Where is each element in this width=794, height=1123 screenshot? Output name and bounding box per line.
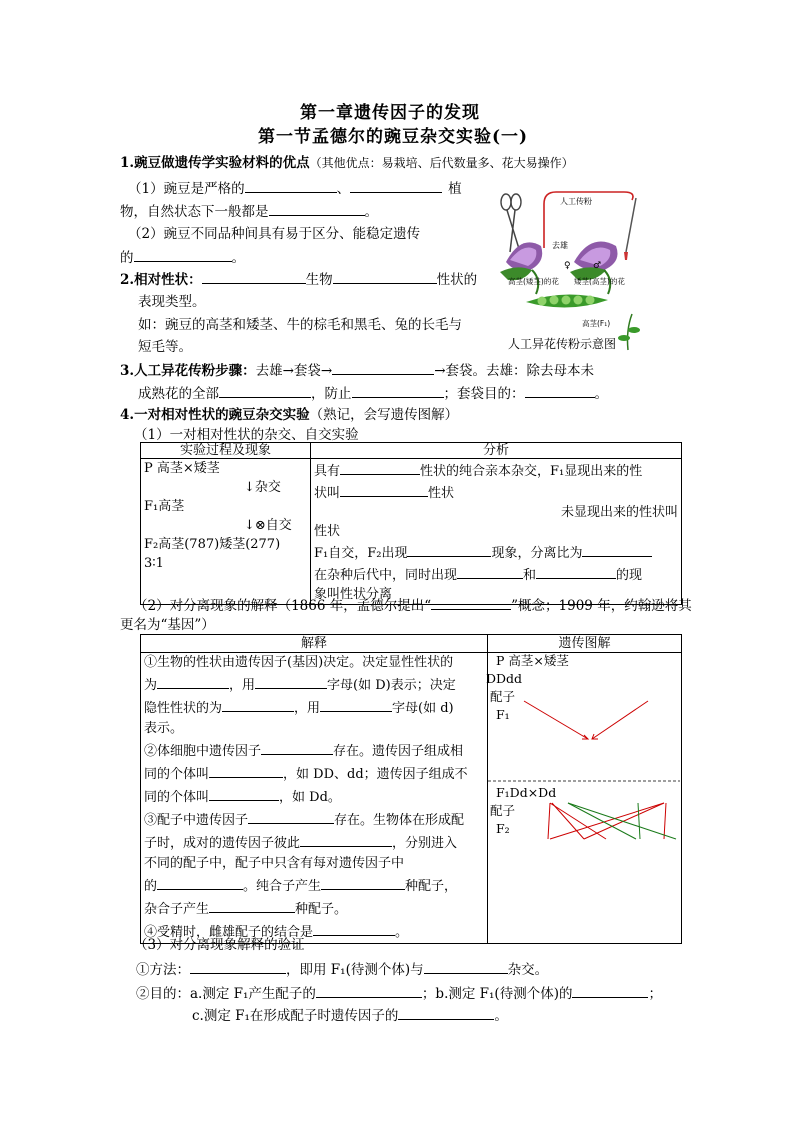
verify-text: ②目的：a.测定 F₁产生配子的 (136, 986, 316, 1002)
expl-text: 字母(如 D)表示；决定 (327, 678, 456, 693)
expl-line (144, 673, 484, 696)
diagram-text: F₁Dd×Dd (496, 785, 557, 800)
table-header: 解释 (141, 635, 488, 653)
expl-line: 不同的配子中，配子中只含有每对遗传因子中 (144, 856, 405, 871)
s3-text: ，防止 (311, 386, 352, 402)
blank[interactable] (316, 982, 422, 998)
expl-line (144, 808, 484, 831)
s2-line3: 如：豌豆的高茎和矮茎、牛的棕毛和黑毛、兔的长毛与 (138, 317, 462, 333)
exp-line: ↓⊗自交 (244, 518, 292, 533)
expl-text: 。纯合子产生 (243, 879, 322, 894)
verify-text: ； (648, 986, 662, 1002)
expl-line (144, 739, 484, 762)
s3-text: 成熟花的全部 (138, 386, 219, 402)
blank[interactable] (248, 808, 334, 824)
expl-text: ③配子中遗传因子 (144, 813, 249, 828)
expl-line (144, 762, 484, 785)
s1-text: 植 (448, 181, 462, 197)
blank[interactable] (219, 382, 311, 398)
blank[interactable] (407, 541, 491, 557)
analysis-text: 现象，分离比为 (491, 546, 583, 561)
expl-line (144, 696, 484, 719)
s1-p2b-line (120, 246, 245, 269)
analysis-text: F₁自交，F₂出现 (314, 546, 408, 561)
s1-note: （其他优点：易栽培、后代数量多、花大易操作） (309, 156, 574, 170)
expl-text: ，用 (294, 701, 321, 716)
blank[interactable] (255, 673, 327, 689)
analysis-line (314, 481, 678, 503)
verify-text: c.测定 F₁在形成配子时遗传因子的 (192, 1008, 399, 1024)
f1-arrows (524, 701, 648, 739)
blank[interactable] (209, 897, 295, 913)
exp-line: F₁高茎 (144, 499, 185, 514)
expl-text: ②体细胞中遗传因子 (144, 744, 262, 759)
blank[interactable] (457, 563, 523, 579)
s3-line2 (138, 382, 608, 405)
s4-text: ”概念；1909 年，约翰逊将其 (511, 598, 692, 614)
explanation-table (140, 634, 682, 944)
blank[interactable] (209, 762, 283, 778)
blank[interactable] (320, 696, 392, 712)
s3-text: ；套袋目的： (443, 386, 525, 402)
blank[interactable] (431, 594, 511, 610)
expl-text: ，分别进入 (392, 836, 458, 851)
pea-pod-icon (526, 294, 608, 307)
verify-text: ①方法： (136, 962, 190, 978)
f2-red-arrows (548, 803, 666, 839)
label-f1: 高茎(F₁) (582, 319, 611, 328)
s2-line4: 短毛等。 (138, 339, 192, 355)
s1-text: （1）豌豆是严格的 (128, 181, 245, 197)
expl-text: 为 (144, 678, 158, 693)
blank[interactable] (582, 541, 652, 557)
expl-text: 存在。生物体在形成配 (334, 813, 465, 828)
s1-p1-line (128, 177, 462, 200)
experiment-table (140, 442, 682, 605)
table-header: 分析 (311, 443, 682, 459)
expl-text: 杂合子产生 (144, 902, 210, 917)
s1-text: 的 (120, 250, 134, 266)
blank[interactable] (300, 831, 392, 847)
table-header: 遗传图解 (488, 635, 682, 653)
s2-text: 性状的 (436, 272, 478, 288)
s4-text: （2）对分离现象的解释（1866 年，孟德尔提出“ (134, 598, 432, 614)
label-remove: 去雄 (552, 241, 568, 250)
pollination-figure (496, 190, 646, 352)
blank[interactable] (269, 200, 365, 216)
s1-p2-line (128, 223, 420, 245)
analysis-cell (311, 459, 682, 605)
analysis-text: 性状 (428, 486, 455, 501)
verify-line2 (136, 982, 662, 1005)
chapter-title: 第一章遗传因子的发现 (300, 103, 480, 123)
diagram-text: DDdd (486, 671, 523, 686)
exp-line: 3∶1 (144, 556, 164, 571)
s4-note: （熟记，会写遗传图解） (309, 407, 459, 423)
analysis-line (314, 541, 678, 563)
blank[interactable] (313, 920, 395, 936)
s1-text: 、 (336, 181, 351, 197)
blank[interactable] (222, 696, 294, 712)
s1-p1b-line (120, 200, 378, 223)
plant-icon (618, 314, 640, 350)
s2-heading: 2.相对性状： (120, 272, 202, 288)
blank[interactable] (245, 177, 337, 193)
expl-line (144, 831, 484, 854)
s2-line2: 表现类型。 (138, 294, 206, 310)
blank[interactable] (525, 382, 595, 398)
expl-text: 。 (395, 925, 409, 940)
verify-text: 杂交。 (507, 962, 549, 978)
blank[interactable] (202, 268, 306, 284)
exp-line: ↓杂交 (244, 480, 281, 495)
label-top: 人工传粉 (560, 197, 592, 206)
analysis-text: 状叫 (314, 486, 341, 501)
s1-text: （2）豌豆不同品种间具有易于区分、能稳定遗传 (128, 226, 421, 242)
blank[interactable] (340, 481, 428, 497)
blank[interactable] (352, 382, 444, 398)
s4-heading-line (120, 404, 458, 426)
s3-text: →套袋。去雄：除去母本未 (434, 363, 595, 379)
s3-text: 。 (594, 386, 608, 402)
s1-heading: 1.豌豆做遗传学实验材料的优点 (120, 155, 310, 171)
expl-text: 同的个体叫 (144, 767, 210, 782)
figure-caption: 人工异花传粉示意图 (508, 337, 617, 351)
s1-text: 。 (364, 204, 378, 220)
brush-tip (624, 252, 628, 260)
analysis-text: 性状的纯合亲本杂交，F₁显现出来的性 (420, 464, 643, 479)
diagram-text: F₁ (496, 707, 510, 722)
blank[interactable] (157, 874, 243, 890)
s4-sub3: （3）对分离现象解释的验证 (134, 937, 305, 953)
label-female: ♀ (564, 261, 571, 271)
blank[interactable] (157, 673, 229, 689)
expl-line: 表示。 (144, 721, 184, 736)
expl-text: ④受精时，雌雄配子的结合是 (144, 925, 314, 940)
diagram-text: P 高茎×矮茎 (496, 653, 569, 668)
expl-text: 种配子， (405, 879, 458, 894)
expl-line (144, 785, 484, 808)
blank[interactable] (340, 459, 420, 475)
s1-text: 。 (231, 250, 245, 266)
verify-text: ；b.测定 F₁(待测个体)的 (421, 986, 573, 1002)
analysis-text: 的现 (616, 568, 643, 583)
s4-sub2-line (134, 594, 692, 617)
blank[interactable] (333, 268, 437, 284)
analysis-text: 和 (523, 568, 537, 583)
blank[interactable] (424, 958, 508, 974)
s1-text: 物，自然状态下一般都是 (120, 204, 269, 220)
blank[interactable] (398, 1004, 494, 1020)
exp-line: F₂高茎(787)矮茎(277) (144, 537, 281, 552)
expl-text: 同的个体叫 (144, 790, 210, 805)
analysis-line (314, 459, 678, 481)
expl-text: 的 (144, 879, 158, 894)
analysis-line: 未显现出来的性状叫 (560, 505, 678, 520)
verify-text: 。 (494, 1008, 508, 1024)
label-right: 矮茎(高茎)的花 (574, 277, 625, 286)
expl-text: ，如 DD、dd；遗传因子组成不 (283, 767, 468, 782)
diagram-cell (488, 653, 682, 944)
expl-text: 隐性性状的为 (144, 701, 223, 716)
verify-text: ，即用 F₁(待测个体)与 (286, 962, 424, 978)
brush-handle (626, 198, 636, 252)
blank[interactable] (134, 246, 232, 262)
expl-line: ①生物的性状由遗传因子(基因)决定。决定显性性状的 (144, 655, 454, 670)
blank[interactable] (350, 177, 442, 193)
blank[interactable] (536, 563, 616, 579)
expl-text: ，用 (229, 678, 256, 693)
blank[interactable] (332, 359, 434, 375)
scissors-icon (501, 194, 521, 252)
blank[interactable] (190, 958, 286, 974)
flower-left-icon (500, 242, 542, 294)
s4-heading: 4.一对相对性状的豌豆杂交实验 (120, 407, 310, 423)
s4-sub1: （1）一对相对性状的杂交、自交实验 (134, 427, 359, 443)
s3-line1 (120, 359, 594, 382)
label-male: ♂ (593, 261, 602, 271)
diagram-text: 配子 (490, 689, 516, 704)
table-header: 实验过程及现象 (141, 443, 311, 459)
s1-heading-line (120, 152, 574, 174)
explanation-cell (141, 653, 488, 944)
expl-line (144, 897, 484, 920)
diagram-text: F₂ (496, 821, 510, 836)
s4-sub2-line2: 更名为“基因”） (120, 617, 215, 633)
blank[interactable] (572, 982, 648, 998)
section-title: 第一节孟德尔的豌豆杂交实验(一) (258, 127, 529, 147)
s2-text: 生物 (305, 272, 333, 288)
expl-text: ，如 Dd。 (279, 790, 341, 805)
verify-line1 (136, 958, 548, 981)
analysis-line: 性状 (314, 524, 341, 539)
analysis-line (314, 563, 678, 585)
verify-line3 (192, 1004, 508, 1027)
expl-text: 字母(如 d) (392, 701, 454, 716)
blank[interactable] (209, 785, 279, 801)
analysis-line: 象叫性状分离 (314, 587, 393, 602)
diagram-text: 配子 (490, 803, 516, 818)
expl-text: 存在。遗传因子组成相 (333, 744, 464, 759)
label-left: 高茎(矮茎)的花 (508, 277, 559, 286)
f2-green-arrows (568, 803, 676, 839)
analysis-text: 在杂种后代中，同时出现 (314, 568, 458, 583)
blank[interactable] (261, 739, 333, 755)
expl-text: 子时，成对的遗传因子彼此 (144, 836, 301, 851)
analysis-text: 具有 (314, 464, 341, 479)
s3-text: 去雄→套袋→ (255, 363, 333, 379)
blank[interactable] (321, 874, 405, 890)
expl-text: 种配子。 (295, 902, 348, 917)
exp-line: P 高茎×矮茎 (144, 461, 220, 476)
s3-heading: 3.人工异花传粉步骤： (120, 363, 256, 379)
expl-line (144, 874, 484, 897)
experiment-cell (141, 459, 311, 605)
s2-line1 (120, 268, 477, 291)
